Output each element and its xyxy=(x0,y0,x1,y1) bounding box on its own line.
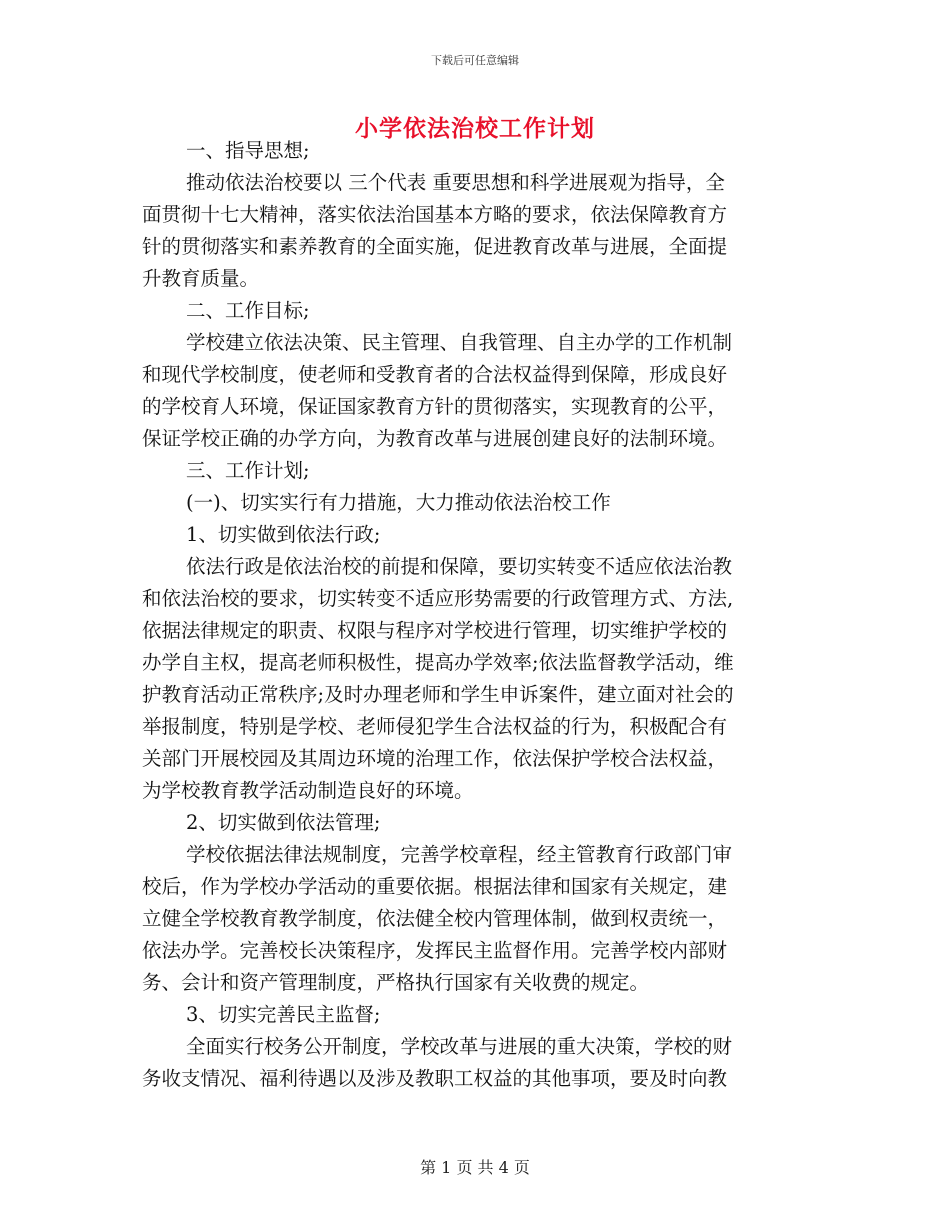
page-footer: 第 1 页 共 4 页 xyxy=(420,1158,530,1177)
text-line: 保证学校正确的办学方向，为教育改革与进展创建良好的法制环境。 xyxy=(142,427,728,450)
text-line: 学校依据法律法规制度，完善学校章程，经主管教育行政部门审 xyxy=(186,843,733,866)
text-line: 推动依法治校要以 三个代表 重要思想和科学进展观为指导，全 xyxy=(186,171,725,194)
document-body xyxy=(142,135,806,1095)
text-line: 办学自主权，提高老师积极性，提高办学效率;依法监督教学活动，维 xyxy=(142,651,734,674)
text-line: 针的贯彻落实和素养教育的全面实施，促进教育改革与进展，全面提 xyxy=(142,235,728,258)
text-line: 立健全学校教育教学制度，依法健全校内管理体制，做到权责统一， xyxy=(142,907,728,930)
text-line: 为学校教育教学活动制造良好的环境。 xyxy=(142,779,474,802)
text-line: 一、指导思想; xyxy=(186,139,310,162)
text-line: 学校建立依法决策、民主管理、自我管理、自主办学的工作机制 xyxy=(186,331,733,354)
text-line: 护教育活动正常秩序;及时办理老师和学生申诉案件，建立面对社会的 xyxy=(142,683,734,706)
text-line: 务、会计和资产管理制度，严格执行国家有关收费的规定。 xyxy=(142,971,650,994)
text-line: 和现代学校制度，使老师和受教育者的合法权益得到保障，形成良好 xyxy=(142,363,728,386)
text-line: 三、工作计划; xyxy=(186,459,310,482)
text-line: 举报制度，特别是学校、老师侵犯学生合法权益的行为，积极配合有 xyxy=(142,715,728,738)
text-line: 和依法治校的要求，切实转变不适应形势需要的行政管理方式、方法, xyxy=(142,587,734,610)
text-line: 1、切实做到依法行政; xyxy=(186,523,381,546)
text-line: 依法办学。完善校长决策程序，发挥民主监督作用。完善学校内部财 xyxy=(142,939,728,962)
text-line: 3、切实完善民主监督; xyxy=(186,1003,381,1026)
text-line: 依法行政是依法治校的前提和保障，要切实转变不适应依法治教 xyxy=(186,555,733,578)
text-line: 面贯彻十七大精神，落实依法治国基本方略的要求，依法保障教育方 xyxy=(142,203,728,226)
text-line: 依据法律规定的职责、权限与程序对学校进行管理，切实维护学校的 xyxy=(142,619,728,642)
text-line: 二、工作目标; xyxy=(186,299,310,322)
text-line: 全面实行校务公开制度，学校改革与进展的重大决策，学校的财 xyxy=(186,1035,733,1058)
text-line: 升教育质量。 xyxy=(142,267,260,290)
text-line: 关部门开展校园及其周边环境的治理工作，依法保护学校合法权益， xyxy=(142,747,728,770)
text-line: (一)、切实实行有力措施，大力推动依法治校工作 xyxy=(186,491,611,514)
text-line: 的学校育人环境，保证国家教育方针的贯彻落实，实现教育的公平， xyxy=(142,395,728,418)
text-line: 务收支情况、福利待遇以及涉及教职工权益的其他事项，要及时向教 xyxy=(142,1067,728,1090)
text-line: 校后，作为学校办学活动的重要依据。根据法律和国家有关规定，建 xyxy=(142,875,728,898)
document-title: 小学依法治校工作计划 xyxy=(355,115,595,142)
page-header-note: 下载后可任意编辑 xyxy=(431,54,519,67)
text-line: 2、切实做到依法管理; xyxy=(186,811,381,834)
